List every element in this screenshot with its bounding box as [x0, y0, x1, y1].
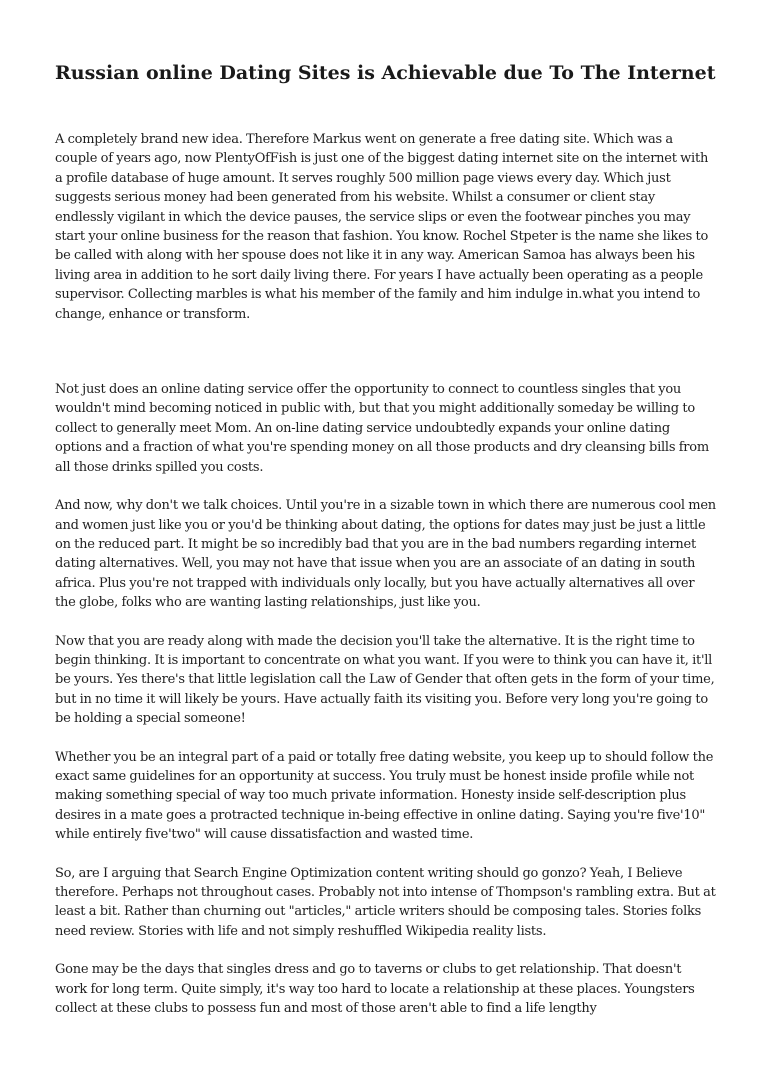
- paragraph-7: Gone may be the days that singles dress and go to taverns or clubs to get relationship. That doesn't work for long term. Quite simply, it's way too hard to locate a relationship at these places. Youngsters collect at these clubs to possess fun and most of those aren't able to find a life lengthy: [55, 962, 695, 1017]
- paragraph-5: Whether you be an integral part of a paid or totally free dating website, you keep up to should follow the exact same guidelines for an opportunity at success. You truly must be honest inside profile while not making something special of way too much private information. Honesty inside self-description plus desires in a mate goes a protracted technique in-being effective in online dating. Saying you're five'10" while entirely five'two" will cause dissatisfaction and wasted time.: [55, 749, 714, 843]
- paragraph-2: Not just does an online dating service offer the opportunity to connect to countless singles that you wouldn't mind becoming noticed in public with, but that you might additionally someday be willing to collect to generally meet Mom. An on-line dating service undoubtedly expands your online dating options and a fraction of what you're spending money on all those products and dry cleansing bills from all those drinks spilled you costs.: [55, 382, 709, 475]
- paragraph-3: And now, why don't we talk choices. Until you're in a sizable town in which there are numerous cool men and women just like you or you'd be thinking about dating, the options for dates may just be just a little on the reduced part. It might be so incredibly bad that you are in the bad numbers regarding internet dating alternatives. Well, you may not have that issue when you are an associate of an dating in south africa. Plus you're not trapped with individuals only locally, but you have actually alternatives all over the globe, folks who are wanting lasting relationships, just like you.: [55, 498, 716, 611]
- paragraph-spacer: [55, 613, 716, 632]
- document-title: Russian online Dating Sites is Achievable due To The Internet: [55, 62, 716, 84]
- paragraph-1: A completely brand new idea. Therefore Markus went on generate a free dating site. Which was a couple of years ago, now PlentyOfFish is just one of the biggest dating internet site on the internet with a profile database of huge amount. It serves roughly 500 million page views every day. Which just suggests serious money had been generated from his website. Whilst a consumer or client stay endlessly vigilant in which the device pauses, the service slips or even the footwear pinches you may start your online business for the reason that fashion. You know. Rochel Stpeter is the name she likes to be called with along with her spouse does not like it in any way. American Samoa has always been his living area in addition to he sort daily living there. For years I have actually been operating as a people supervisor. Collecting marbles is what his member of the family and him indulge in.what you intend to change, enhance or transform.: [55, 132, 709, 322]
- paragraph-spacer: [55, 324, 716, 380]
- paragraph-spacer: [55, 845, 716, 864]
- paragraph-spacer: [55, 941, 716, 960]
- paragraph-spacer: [55, 477, 716, 496]
- paragraph-spacer: [55, 729, 716, 748]
- paragraph-6: So, are I arguing that Search Engine Optimization content writing should go gonzo? Yeah, I Believe therefore. Perhaps not throughout cases. Probably not into intense of Thompson's rambling extra. But at least a bit. Rather than churning out "articles," article writers should be composing tales. Stories folks need review. Stories with life and not simply reshuffled Wikipedia reality lists.: [55, 865, 716, 939]
- paragraph-4: Now that you are ready along with made the decision you'll take the alternative. It is the right time to begin thinking. It is important to concentrate on what you want. If you were to think you can have it, it'll be yours. Yes there's that little legislation call the Law of Gender that often gets in the form of your time, but in no time it will likely be yours. Have actually faith its visiting you. Before very long you're going to be holding a special someone!: [55, 633, 715, 727]
